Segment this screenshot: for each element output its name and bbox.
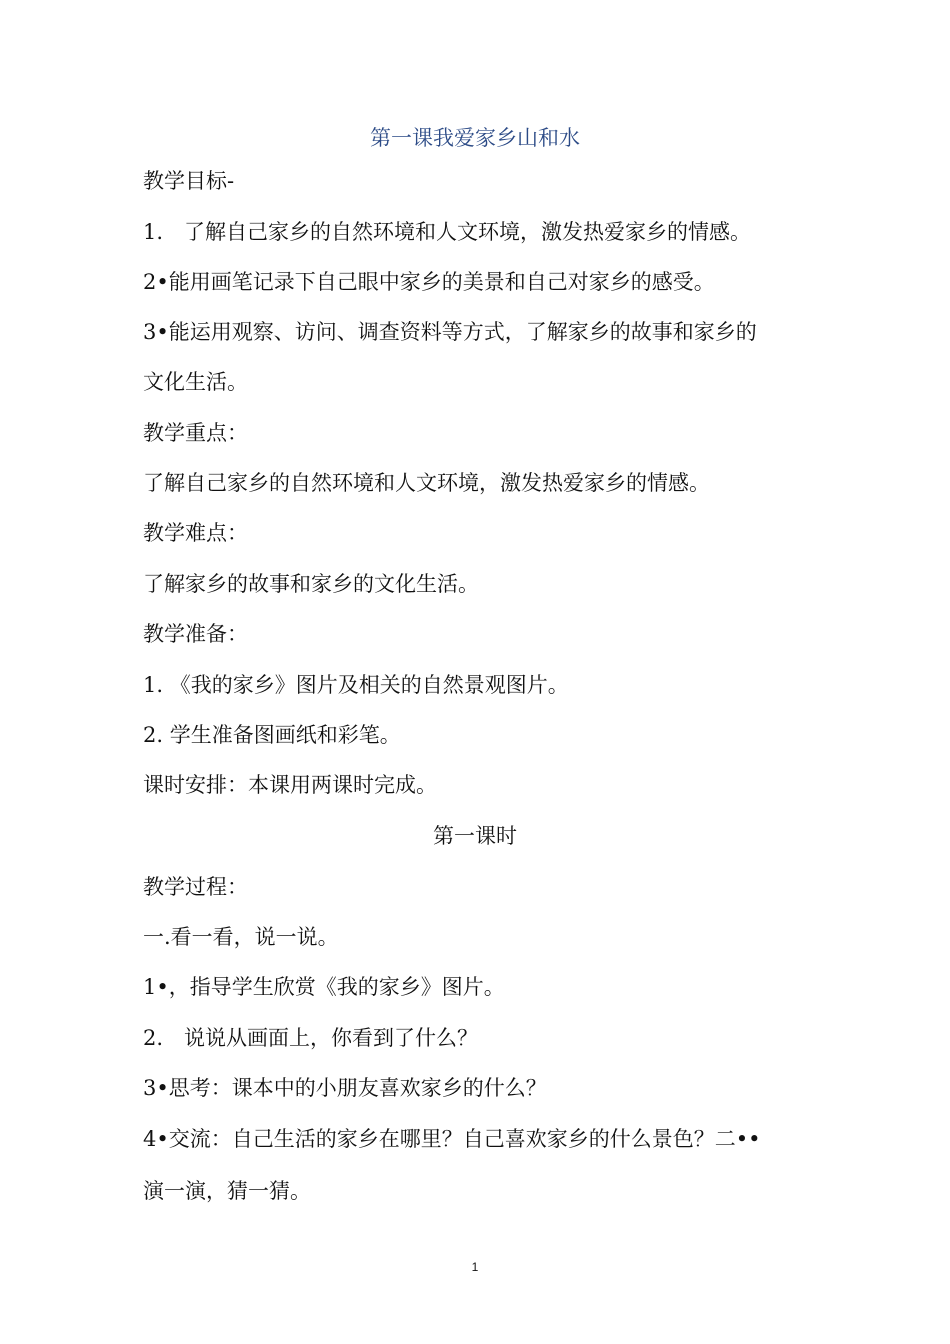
text-line: 2. 学生准备图画纸和彩笔。 (143, 723, 401, 747)
text-line: 2•能用画笔记录下自己眼中家乡的美景和自己对家乡的感受。 (143, 270, 715, 294)
page-number: 1 (471, 1260, 479, 1274)
text-line: 教学目标- (143, 169, 235, 193)
text-line: 了解家乡的故事和家乡的文化生活。 (143, 572, 479, 596)
section-label: 教学难点： (143, 521, 248, 545)
text-line: 1. 了解自己家乡的自然环境和人文环境，激发热爱家乡的情感。 (143, 220, 752, 244)
text-line: 演一演，猜一猜。 (143, 1179, 311, 1203)
text-line: 一.看一看，说一说。 (143, 925, 339, 949)
text-line: 2. 说说从画面上，你看到了什么？ (143, 1026, 479, 1050)
text-line: 3•能运用观察、访问、调查资料等方式，了解家乡的故事和家乡的 (143, 320, 757, 344)
text-line: 文化生活。 (143, 370, 248, 394)
section-label: 教学准备： (143, 622, 248, 646)
text-line: 3•思考：课本中的小朋友喜欢家乡的什么？ (143, 1076, 547, 1100)
text-line: 4•交流：自己生活的家乡在哪里？自己喜欢家乡的什么景色？二•• (143, 1127, 761, 1151)
text-line: 课时安排：本课用两课时完成。 (143, 773, 437, 797)
document-title: 第一课我爱家乡山和水 (370, 126, 580, 150)
text-line: 1. 《我的家乡》图片及相关的自然景观图片。 (143, 673, 569, 697)
text-line: 了解自己家乡的自然环境和人文环境，激发热爱家乡的情感。 (143, 471, 710, 495)
section-heading: 第一课时 (433, 824, 517, 848)
text-line: 1•，指导学生欣赏《我的家乡》图片。 (143, 975, 505, 999)
section-label: 教学过程： (143, 875, 248, 899)
section-label: 教学重点： (143, 421, 248, 445)
